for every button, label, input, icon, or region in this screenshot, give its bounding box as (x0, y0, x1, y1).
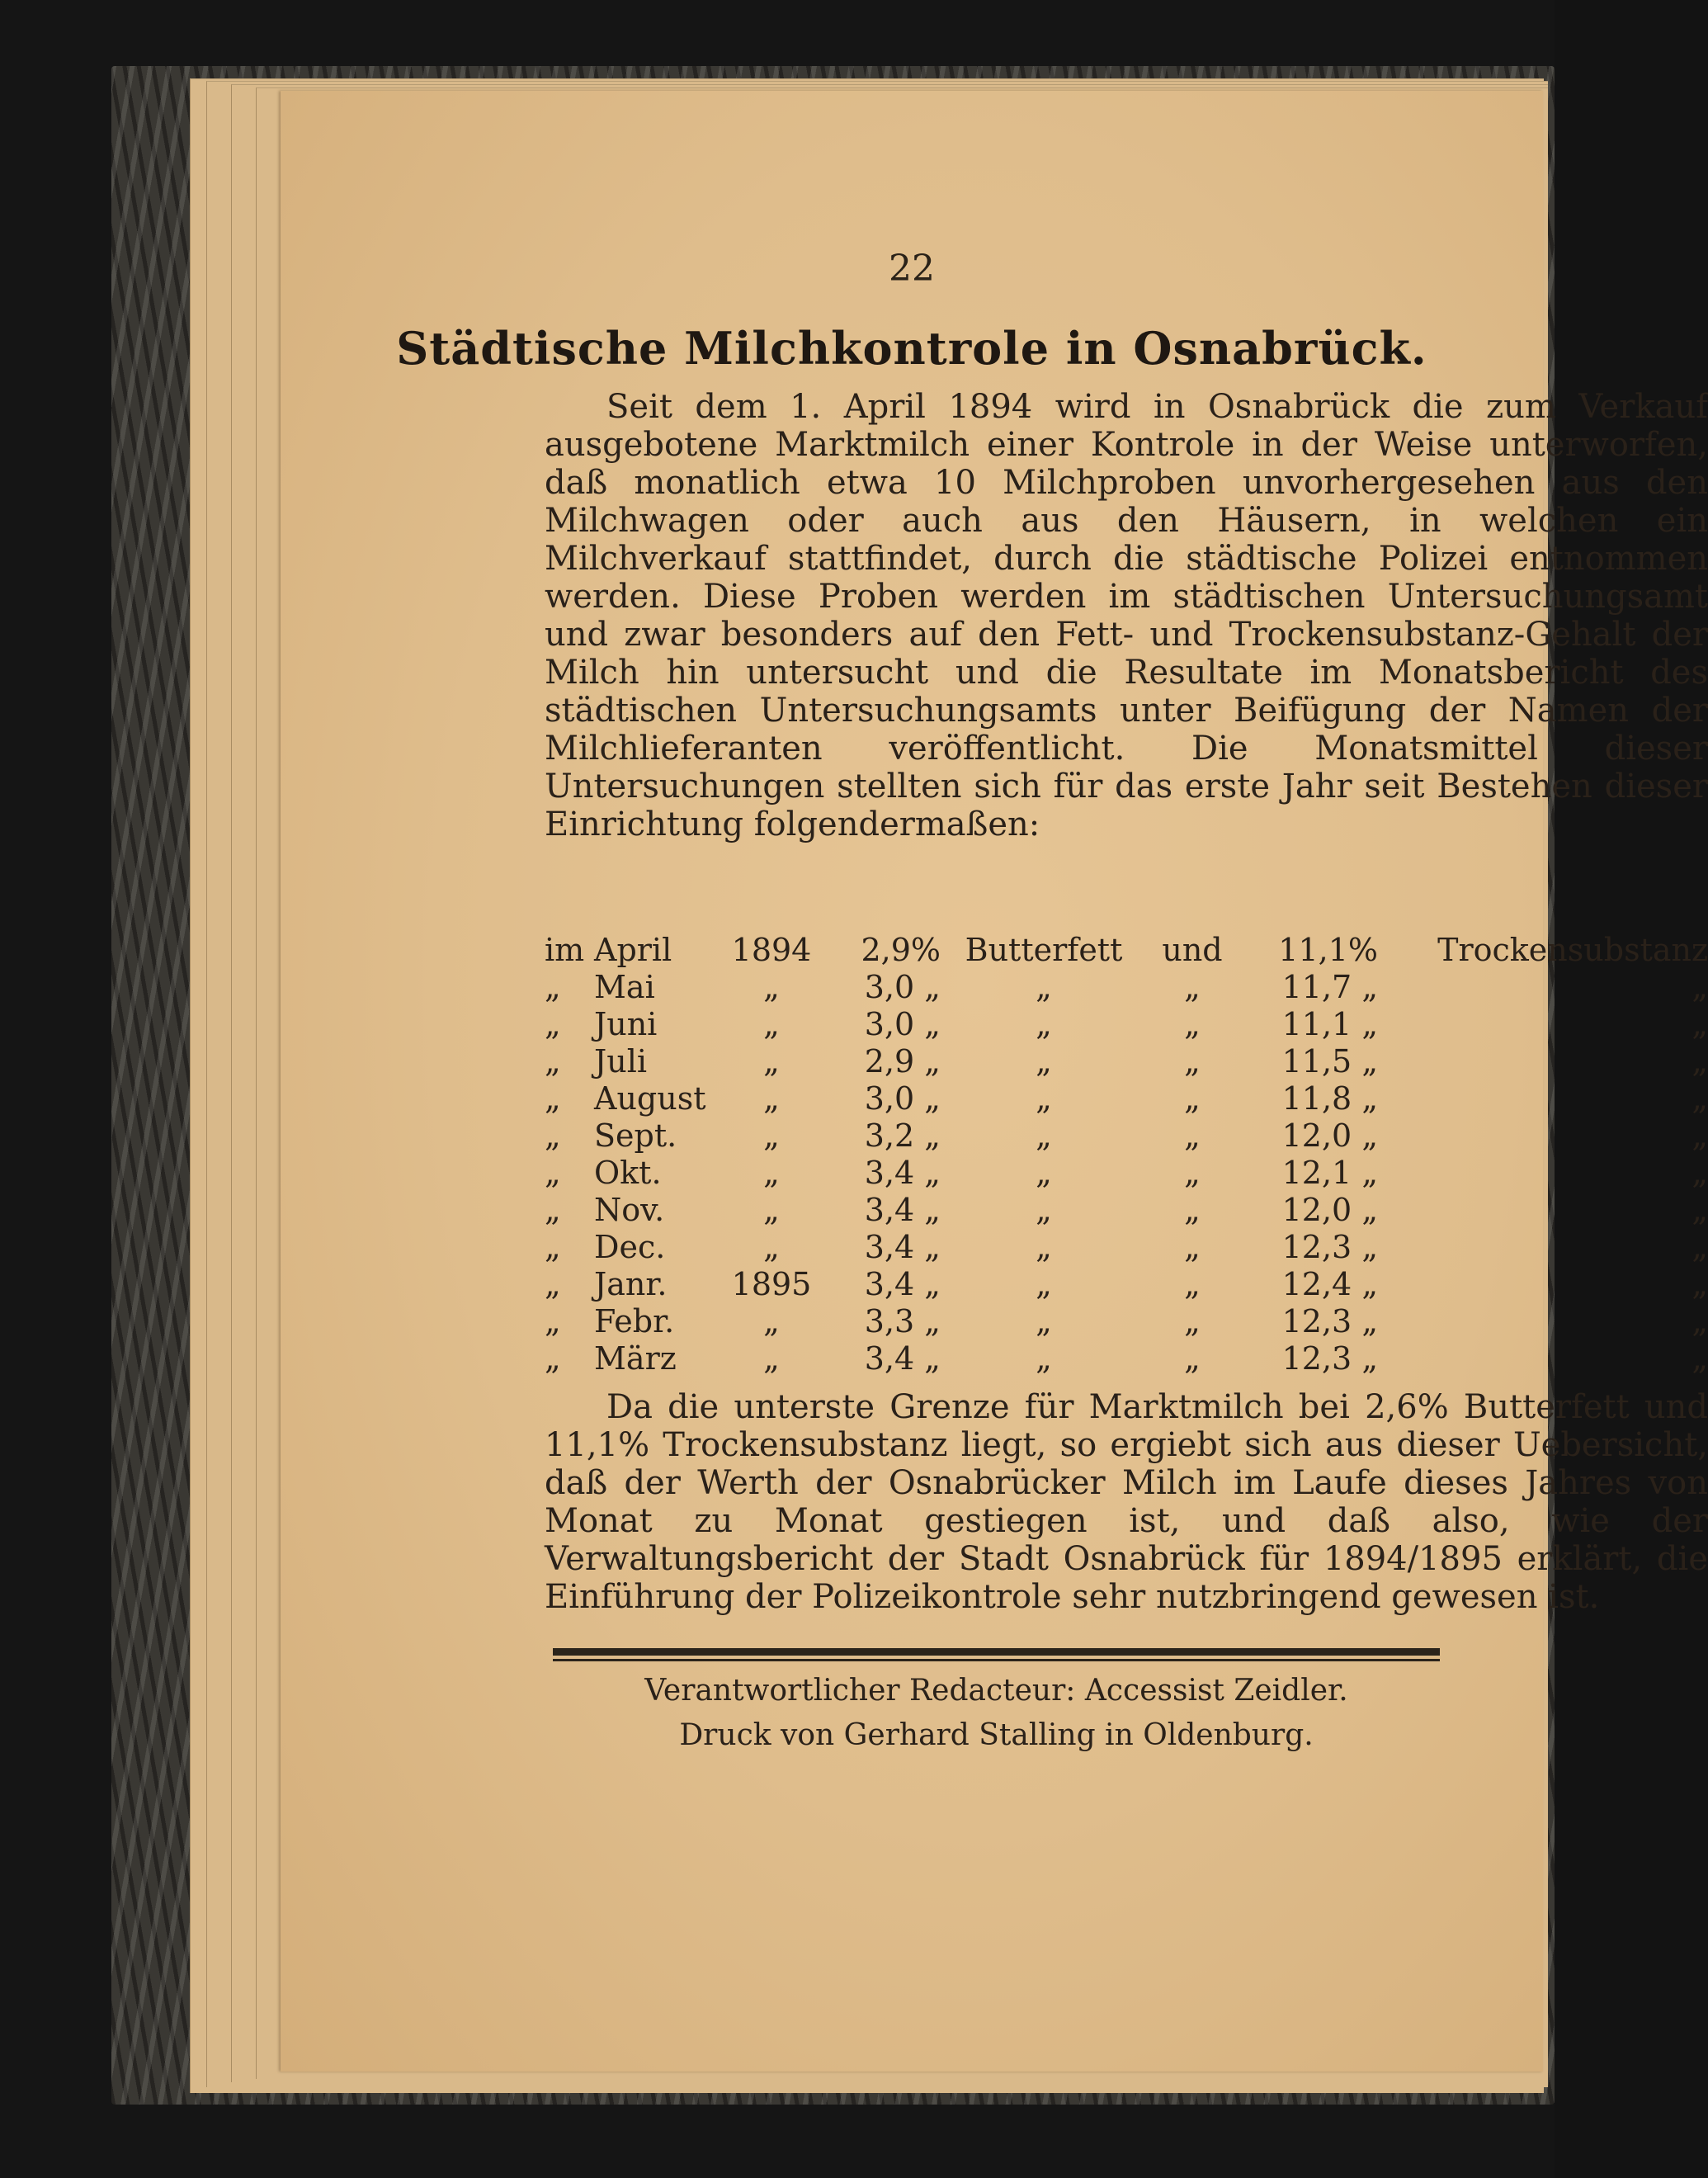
row-year: 1894 (731, 931, 812, 968)
row-butterfat: 3,4 „ (864, 1265, 941, 1302)
row-butterfat: 3,3 „ (864, 1302, 941, 1339)
row-und: „ (1184, 1302, 1201, 1339)
divider-rule (553, 1648, 1440, 1656)
row-year: „ (763, 1005, 780, 1042)
row-butterfat: 3,4 „ (864, 1339, 941, 1377)
row-dry-matter-label: „ (1691, 1302, 1708, 1339)
row-year: „ (763, 1228, 780, 1265)
row-dry-matter-label: „ (1691, 1191, 1708, 1228)
row-und: „ (1184, 1080, 1201, 1117)
row-dry-matter: 11,8 „ (1281, 1080, 1378, 1117)
table-row (545, 1265, 1708, 1302)
row-butterfat-label: „ (1036, 1339, 1052, 1377)
row-dry-matter-label: „ (1691, 1154, 1708, 1191)
row-butterfat-label: „ (1036, 968, 1052, 1005)
table-row (545, 1042, 1708, 1080)
row-month: Juni (594, 1005, 658, 1042)
row-butterfat-label: „ (1036, 1265, 1052, 1302)
row-prefix: „ (545, 1265, 561, 1302)
row-month: Okt. (594, 1154, 662, 1191)
table-row (545, 1154, 1708, 1191)
row-und: und (1162, 931, 1223, 968)
row-month: April (594, 931, 672, 968)
article-title: Städtische Milchkontrole in Osnabrück. (396, 322, 1427, 375)
row-year: „ (763, 1154, 780, 1191)
row-dry-matter-label: Trockensubstanz (1437, 931, 1708, 968)
row-butterfat: 2,9 „ (864, 1042, 941, 1080)
row-prefix: im (545, 931, 585, 968)
row-dry-matter: 11,7 „ (1281, 968, 1378, 1005)
row-year: „ (763, 1339, 780, 1377)
table-row (545, 1191, 1708, 1228)
row-year: „ (763, 968, 780, 1005)
row-year: 1895 (731, 1265, 812, 1302)
table-row (545, 1302, 1708, 1339)
row-month: März (594, 1339, 677, 1377)
row-und: „ (1184, 1265, 1201, 1302)
row-butterfat: 3,2 „ (864, 1117, 941, 1154)
table-row (545, 1117, 1708, 1154)
row-dry-matter: 12,1 „ (1281, 1154, 1378, 1191)
row-butterfat: 3,4 „ (864, 1228, 941, 1265)
row-dry-matter: 12,4 „ (1281, 1265, 1378, 1302)
table-row (545, 1005, 1708, 1042)
row-und: „ (1184, 1191, 1201, 1228)
row-dry-matter-label: „ (1691, 1117, 1708, 1154)
table-row (545, 968, 1708, 1005)
row-dry-matter: 12,3 „ (1281, 1339, 1378, 1377)
row-year: „ (763, 1042, 780, 1080)
row-butterfat-label: „ (1036, 1228, 1052, 1265)
row-dry-matter-label: „ (1691, 1228, 1708, 1265)
row-dry-matter-label: „ (1691, 1042, 1708, 1080)
row-dry-matter-label: „ (1691, 968, 1708, 1005)
row-dry-matter-label: „ (1691, 1080, 1708, 1117)
book-page (281, 91, 1708, 2072)
table-row (545, 1080, 1708, 1117)
row-butterfat-label: „ (1036, 1302, 1052, 1339)
row-und: „ (1184, 1228, 1201, 1265)
row-prefix: „ (545, 1117, 561, 1154)
row-month: Nov. (594, 1191, 665, 1228)
row-year: „ (763, 1302, 780, 1339)
row-dry-matter: 11,5 „ (1281, 1042, 1378, 1080)
row-dry-matter: 12,0 „ (1281, 1191, 1378, 1228)
imprint-printer: Druck von Gerhard Stalling in Oldenburg. (679, 1718, 1314, 1752)
row-butterfat-label: „ (1036, 1042, 1052, 1080)
imprint-editor: Verantwortlicher Redacteur: Accessist Zeidler. (644, 1674, 1348, 1708)
row-butterfat: 3,0 „ (864, 968, 941, 1005)
row-month: Sept. (594, 1117, 677, 1154)
row-butterfat: 3,0 „ (864, 1080, 941, 1117)
row-butterfat-label: „ (1036, 1117, 1052, 1154)
row-butterfat-label: „ (1036, 1005, 1052, 1042)
row-year: „ (763, 1191, 780, 1228)
row-prefix: „ (545, 1005, 561, 1042)
row-dry-matter-label: „ (1691, 1339, 1708, 1377)
row-und: „ (1184, 1154, 1201, 1191)
row-dry-matter: 11,1 „ (1281, 1005, 1378, 1042)
row-month: Juli (594, 1042, 648, 1080)
row-und: „ (1184, 1339, 1201, 1377)
row-butterfat: 3,4 „ (864, 1154, 941, 1191)
row-prefix: „ (545, 1042, 561, 1080)
row-month: Janr. (594, 1265, 668, 1302)
intro-paragraph: Seit dem 1. April 1894 wird in Osnabrück die zum Verkauf ausgebotene Marktmilch einer Kontrole in der Weise unterworfen, daß monatlich etwa 10 Milchproben unvorhergesehen aus den Milchwagen oder auch aus den Häusern, in welchen ein Milchverkauf stattfindet, durch die städtische Polizei entnommen werden. Diese Proben werden im städtischen Untersuchungsamt und zwar besonders auf den Fett- und Trockensubstanz-Gehalt der Milch hin untersucht und die Resultate im Monatsbericht des städtischen Untersuchungsamts unter Beifügung der Namen der Milchlieferanten veröffentlicht. Die Monatsmittel dieser Untersuchungen stellten sich für das erste Jahr seit Bestehen dieser Einrichtung folgendermaßen: (545, 388, 1708, 843)
row-und: „ (1184, 1042, 1201, 1080)
row-prefix: „ (545, 1302, 561, 1339)
row-month: Febr. (594, 1302, 675, 1339)
row-und: „ (1184, 1005, 1201, 1042)
row-und: „ (1184, 968, 1201, 1005)
row-dry-matter: 12,3 „ (1281, 1302, 1378, 1339)
row-butterfat: 2,9% (861, 931, 941, 968)
row-prefix: „ (545, 1191, 561, 1228)
row-butterfat: 3,0 „ (864, 1005, 941, 1042)
row-butterfat: 3,4 „ (864, 1191, 941, 1228)
row-dry-matter: 12,3 „ (1281, 1228, 1378, 1265)
row-prefix: „ (545, 1080, 561, 1117)
table-row (545, 1339, 1708, 1377)
row-month: August (594, 1080, 706, 1117)
table-row (545, 931, 1708, 968)
row-prefix: „ (545, 968, 561, 1005)
row-butterfat-label: „ (1036, 1080, 1052, 1117)
row-und: „ (1184, 1117, 1201, 1154)
row-month: Mai (594, 968, 655, 1005)
divider-rule (553, 1659, 1440, 1661)
row-year: „ (763, 1117, 780, 1154)
row-butterfat-label: „ (1036, 1154, 1052, 1191)
row-month: Dec. (594, 1228, 666, 1265)
row-dry-matter: 12,0 „ (1281, 1117, 1378, 1154)
row-prefix: „ (545, 1339, 561, 1377)
table-row (545, 1228, 1708, 1265)
monthly-results-table (545, 931, 1708, 1377)
row-butterfat-label: Butterfett (965, 931, 1123, 968)
row-year: „ (763, 1080, 780, 1117)
row-prefix: „ (545, 1228, 561, 1265)
row-prefix: „ (545, 1154, 561, 1191)
row-dry-matter-label: „ (1691, 1265, 1708, 1302)
row-dry-matter: 11,1% (1278, 931, 1378, 968)
row-dry-matter-label: „ (1691, 1005, 1708, 1042)
row-butterfat-label: „ (1036, 1191, 1052, 1228)
page-number: 22 (889, 248, 935, 290)
conclusion-paragraph: Da die unterste Grenze für Marktmilch bei 2,6% Butterfett und 11,1% Trockensubstanz liegt, so ergiebt sich aus dieser Uebersicht, daß der Werth der Osnabrücker Milch im Laufe dieses Jahres von Monat zu Monat gestiegen ist, und daß also, wie der Verwaltungsbericht der Stadt Osnabrück für 1894/1895 erklärt, die Einführung der Polizeikontrole sehr nutzbringend gewesen ist. (545, 1388, 1708, 1616)
